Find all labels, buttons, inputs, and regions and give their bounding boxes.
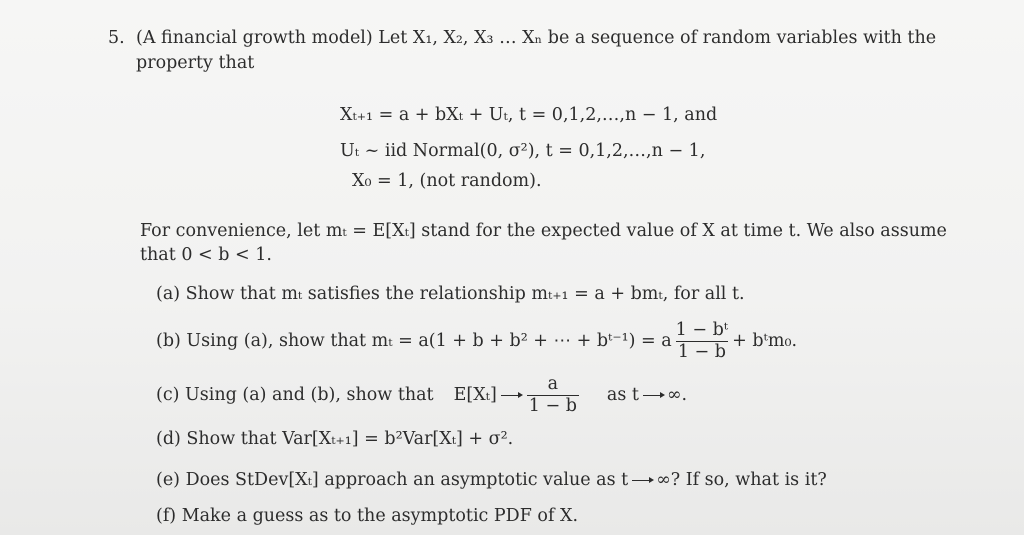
convenience-line-2: that 0 < b < 1. <box>140 245 272 265</box>
part-e <box>156 469 827 491</box>
part-c-infinity: ∞. <box>666 385 688 405</box>
part-b <box>156 322 797 360</box>
part-b-fraction <box>674 320 730 361</box>
equation-1: Xₜ₊₁ = a + bXₜ + Uₜ, t = 0,1,2,…,n − 1, and <box>340 105 718 125</box>
intro-line-2: property that <box>136 53 255 73</box>
problem-number: 5. <box>108 28 125 48</box>
part-e-suffix: ∞? If so, what is it? <box>656 470 827 490</box>
part-b-prefix: (b) Using (a), show that mₜ = a(1 + b + b² + ⋯ + bᵗ⁻¹) = a <box>156 331 672 351</box>
equation-3: X₀ = 1, (not random). <box>352 171 542 191</box>
arrow-icon <box>643 395 663 396</box>
part-c-fraction-numerator: a <box>547 374 559 395</box>
arrow-icon <box>501 395 521 396</box>
equation-2: Uₜ ~ iid Normal(0, σ²), t = 0,1,2,…,n − 1, <box>340 141 706 161</box>
part-b-fraction-denominator: 1 − b <box>677 341 726 362</box>
intro-line-1: (A financial growth model) Let X₁, X₂, X₃ … Xₙ be a sequence of random variables with the <box>136 28 937 48</box>
part-b-suffix: + bᵗm₀. <box>732 331 798 351</box>
part-d: (d) Show that Var[Xₜ₊₁] = b²Var[Xₜ] + σ². <box>156 429 514 449</box>
part-c-fraction <box>527 374 579 415</box>
convenience-line-1: For convenience, let mₜ = E[Xₜ] stand for the expected value of X at time t. We also assume <box>140 221 947 241</box>
part-c-as-t: as t <box>606 385 639 405</box>
part-c-fraction-denominator: 1 − b <box>528 395 577 416</box>
arrow-icon <box>632 480 652 481</box>
part-c-prefix: (c) Using (a) and (b), show that <box>156 385 434 405</box>
part-b-fraction-numerator: 1 − bᵗ <box>675 320 729 341</box>
part-a: (a) Show that mₜ satisfies the relationship mₜ₊₁ = a + bmₜ, for all t. <box>156 284 745 304</box>
part-e-prefix: (e) Does StDev[Xₜ] approach an asymptotic value as t <box>156 470 629 490</box>
part-f: (f) Make a guess as to the asymptotic PDF of X. <box>156 506 579 526</box>
part-c-expression: E[Xₜ] <box>453 385 497 405</box>
part-c <box>156 374 687 416</box>
